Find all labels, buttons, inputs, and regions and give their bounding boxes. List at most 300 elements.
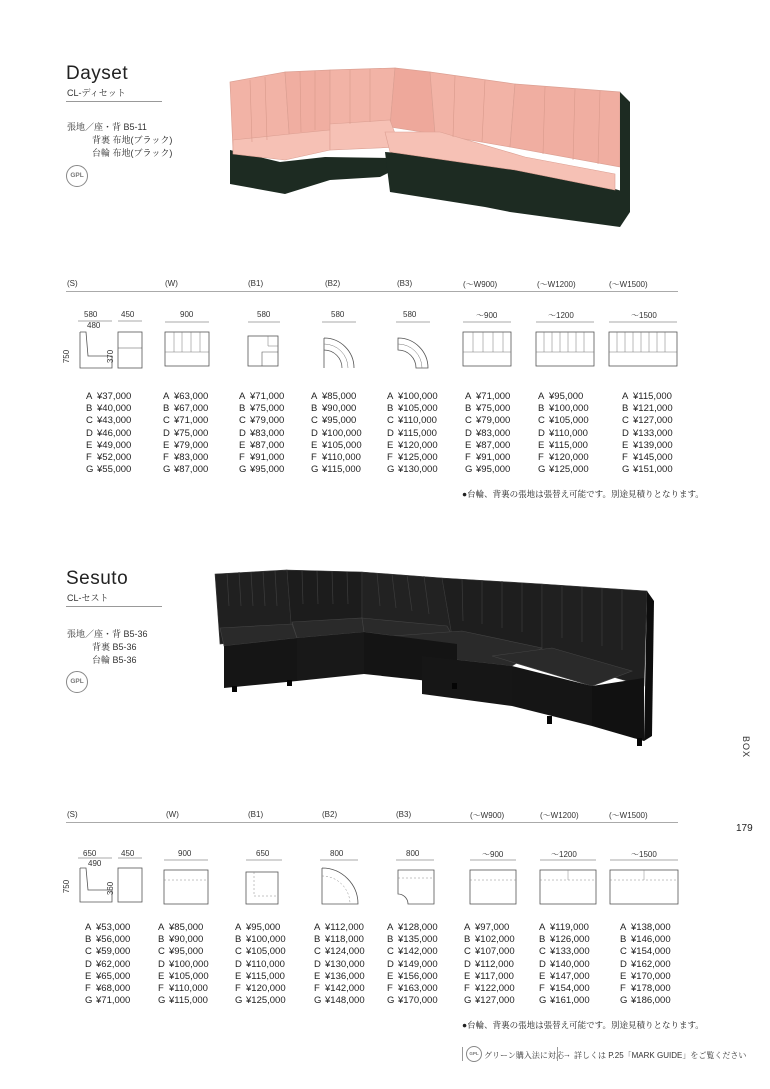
grade-label: C bbox=[314, 946, 321, 958]
grade-label: G bbox=[622, 464, 630, 476]
grade-label: A bbox=[539, 922, 546, 933]
price-value: ¥71,000 bbox=[476, 391, 511, 402]
price-row bbox=[163, 440, 208, 452]
price-row bbox=[85, 983, 130, 995]
price-row bbox=[538, 403, 589, 415]
price-value: ¥37,000 bbox=[97, 391, 132, 402]
grade-label: G bbox=[539, 995, 547, 1007]
price-row bbox=[85, 959, 130, 971]
variant-label: (〜W1500) bbox=[609, 280, 648, 289]
price-row bbox=[539, 934, 590, 946]
grade-label: G bbox=[235, 995, 243, 1007]
price-row bbox=[620, 971, 671, 983]
dim-w900: 〜900 bbox=[476, 311, 498, 320]
dim-drawing-s bbox=[74, 858, 154, 908]
price-row bbox=[239, 464, 284, 476]
dim-drawing-b2 bbox=[322, 322, 358, 368]
price-value: ¥115,000 bbox=[549, 439, 588, 451]
gpl-badge-icon: GPL bbox=[66, 165, 88, 187]
price-value: ¥120,000 bbox=[549, 452, 589, 464]
price-value: ¥127,000 bbox=[475, 995, 515, 1007]
price-value: ¥75,000 bbox=[250, 403, 285, 415]
grade-label: E bbox=[622, 439, 629, 451]
price-row bbox=[622, 428, 673, 440]
grade-label: F bbox=[86, 452, 92, 464]
grade-label: B bbox=[86, 403, 93, 415]
grade-label: A bbox=[86, 391, 93, 402]
price-row bbox=[85, 971, 130, 983]
price-value: ¥100,000 bbox=[169, 958, 209, 970]
price-column bbox=[464, 922, 515, 1007]
price-value: ¥87,000 bbox=[476, 439, 511, 451]
price-value: ¥110,000 bbox=[246, 958, 285, 970]
grade-label: C bbox=[163, 415, 170, 427]
price-row bbox=[538, 391, 589, 403]
sofa-front-1 bbox=[224, 638, 297, 688]
dim-s-depth: 450 bbox=[121, 849, 135, 858]
price-value: ¥110,000 bbox=[398, 415, 437, 427]
price-value: ¥112,000 bbox=[325, 922, 364, 933]
price-value: ¥149,000 bbox=[398, 958, 438, 970]
grade-label: D bbox=[538, 427, 545, 439]
price-value: ¥110,000 bbox=[169, 983, 208, 995]
grade-label: G bbox=[158, 995, 166, 1007]
price-row bbox=[465, 391, 510, 403]
price-value: ¥105,000 bbox=[549, 415, 589, 427]
price-row bbox=[163, 452, 208, 464]
price-row bbox=[465, 440, 510, 452]
grade-label: B bbox=[539, 934, 546, 946]
footer-arrow-icon: → bbox=[563, 1050, 571, 1059]
grade-label: C bbox=[622, 415, 629, 427]
price-column bbox=[314, 922, 365, 1007]
price-row bbox=[387, 983, 438, 995]
price-value: ¥146,000 bbox=[631, 934, 671, 946]
dim-drawing-b1 bbox=[248, 322, 284, 368]
dim-drawing-b1 bbox=[246, 860, 286, 906]
product-subtitle-sesuto: CL-セスト bbox=[67, 593, 109, 603]
dim-b2: 580 bbox=[331, 310, 345, 319]
price-row bbox=[235, 995, 286, 1007]
grade-label: B bbox=[235, 934, 242, 946]
price-row bbox=[620, 995, 671, 1007]
price-column bbox=[620, 922, 671, 1007]
price-value: ¥100,000 bbox=[322, 427, 362, 439]
price-value: ¥115,000 bbox=[633, 391, 672, 402]
price-row bbox=[239, 428, 284, 440]
price-row bbox=[387, 452, 438, 464]
price-value: ¥85,000 bbox=[169, 922, 204, 933]
price-row bbox=[314, 983, 365, 995]
price-row bbox=[387, 995, 438, 1007]
grade-label: B bbox=[239, 403, 246, 415]
price-value: ¥148,000 bbox=[325, 995, 365, 1007]
grade-label: E bbox=[235, 970, 242, 982]
price-value: ¥128,000 bbox=[398, 922, 438, 933]
grade-label: C bbox=[538, 415, 545, 427]
grade-label: C bbox=[85, 946, 92, 958]
price-value: ¥90,000 bbox=[322, 403, 357, 415]
grade-label: F bbox=[538, 452, 544, 464]
price-column bbox=[85, 922, 130, 1007]
grade-label: F bbox=[239, 452, 245, 464]
dim-w1200: 〜1200 bbox=[551, 850, 577, 859]
price-row bbox=[538, 428, 589, 440]
price-value: ¥79,000 bbox=[250, 415, 285, 427]
variant-label: (B3) bbox=[396, 810, 412, 819]
price-value: ¥130,000 bbox=[325, 958, 365, 970]
variants-divider bbox=[66, 291, 678, 292]
price-value: ¥145,000 bbox=[633, 452, 673, 464]
grade-label: E bbox=[86, 439, 93, 451]
price-row bbox=[314, 922, 365, 934]
variant-label: (〜W1500) bbox=[609, 811, 648, 820]
grade-label: E bbox=[314, 970, 321, 982]
grade-label: A bbox=[464, 922, 471, 933]
footer-divider bbox=[557, 1047, 558, 1061]
price-value: ¥75,000 bbox=[476, 403, 511, 415]
grade-label: A bbox=[239, 391, 246, 402]
variant-label: (〜W1200) bbox=[537, 280, 576, 289]
price-row bbox=[158, 946, 209, 958]
product-subtitle-dayset: CL-ディセット bbox=[67, 88, 126, 98]
price-row bbox=[235, 922, 286, 934]
price-value: ¥120,000 bbox=[246, 983, 286, 995]
price-value: ¥91,000 bbox=[250, 452, 285, 464]
price-value: ¥40,000 bbox=[97, 403, 132, 415]
dim-w1200: 〜1200 bbox=[548, 311, 574, 320]
grade-label: B bbox=[163, 403, 170, 415]
grade-label: D bbox=[464, 958, 471, 970]
price-value: ¥124,000 bbox=[325, 946, 365, 958]
dim-drawing-w1500 bbox=[610, 860, 680, 906]
price-row bbox=[86, 440, 131, 452]
grade-label: D bbox=[239, 427, 246, 439]
price-value: ¥100,000 bbox=[549, 403, 589, 415]
price-value: ¥115,000 bbox=[398, 427, 437, 439]
price-column bbox=[86, 391, 131, 476]
price-row bbox=[311, 452, 362, 464]
grade-label: B bbox=[85, 934, 92, 946]
price-row bbox=[622, 391, 673, 403]
price-value: ¥62,000 bbox=[96, 958, 131, 970]
spec-list-dayset bbox=[67, 121, 172, 160]
price-row bbox=[86, 452, 131, 464]
price-row bbox=[465, 428, 510, 440]
price-row bbox=[235, 983, 286, 995]
grade-label: B bbox=[620, 934, 627, 946]
dim-s-height: 750 bbox=[62, 349, 72, 364]
price-value: ¥75,000 bbox=[174, 427, 209, 439]
price-value: ¥147,000 bbox=[550, 970, 590, 982]
price-value: ¥170,000 bbox=[631, 970, 671, 982]
grade-label: G bbox=[314, 995, 322, 1007]
price-value: ¥95,000 bbox=[250, 464, 285, 476]
dim-drawing-b3 bbox=[396, 860, 436, 906]
price-row bbox=[85, 995, 130, 1007]
grade-label: D bbox=[235, 958, 242, 970]
footer-green-label: グリーン購入法に対応 bbox=[484, 1051, 564, 1060]
grade-label: D bbox=[387, 958, 394, 970]
price-row bbox=[311, 403, 362, 415]
price-value: ¥170,000 bbox=[398, 995, 438, 1007]
variant-label: (B2) bbox=[325, 279, 341, 288]
price-value: ¥55,000 bbox=[97, 464, 132, 476]
variant-label: (S) bbox=[67, 279, 78, 288]
grade-label: B bbox=[538, 403, 545, 415]
price-row bbox=[314, 971, 365, 983]
grade-label: G bbox=[163, 464, 171, 476]
price-row bbox=[314, 934, 365, 946]
grade-label: G bbox=[387, 464, 395, 476]
price-row bbox=[538, 452, 589, 464]
price-value: ¥107,000 bbox=[475, 946, 515, 958]
grade-label: D bbox=[387, 427, 394, 439]
footer-divider bbox=[462, 1047, 463, 1061]
price-row bbox=[620, 946, 671, 958]
price-row bbox=[163, 415, 208, 427]
price-row bbox=[539, 971, 590, 983]
price-column bbox=[163, 391, 208, 476]
grade-label: G bbox=[465, 464, 473, 476]
price-row bbox=[311, 440, 362, 452]
grade-label: F bbox=[387, 983, 393, 995]
price-row bbox=[464, 922, 515, 934]
price-row bbox=[239, 403, 284, 415]
dim-s-width: 650 bbox=[83, 849, 97, 858]
price-row bbox=[387, 391, 438, 403]
variant-label: (B3) bbox=[397, 279, 413, 288]
spec-row: 台輪 B5-36 bbox=[92, 655, 137, 665]
price-value: ¥52,000 bbox=[97, 452, 132, 464]
grade-label: C bbox=[387, 946, 394, 958]
price-column bbox=[311, 391, 362, 476]
price-value: ¥90,000 bbox=[169, 934, 204, 946]
price-value: ¥71,000 bbox=[250, 391, 285, 402]
price-value: ¥105,000 bbox=[398, 403, 438, 415]
grade-label: B bbox=[314, 934, 321, 946]
price-value: ¥110,000 bbox=[549, 427, 588, 439]
price-column bbox=[387, 391, 438, 476]
price-value: ¥56,000 bbox=[96, 934, 131, 946]
price-row bbox=[465, 403, 510, 415]
grade-label: C bbox=[464, 946, 471, 958]
price-value: ¥85,000 bbox=[322, 391, 357, 402]
price-row bbox=[85, 946, 130, 958]
grade-label: E bbox=[163, 439, 170, 451]
price-value: ¥95,000 bbox=[549, 391, 584, 402]
grade-label: F bbox=[387, 452, 393, 464]
price-row bbox=[163, 391, 208, 403]
dim-b1: 580 bbox=[257, 310, 271, 319]
grade-label: F bbox=[622, 452, 628, 464]
price-value: ¥115,000 bbox=[246, 970, 285, 982]
dim-drawing-w bbox=[165, 322, 213, 370]
price-row bbox=[465, 452, 510, 464]
grade-label: G bbox=[620, 995, 628, 1007]
dayset-sofa-image bbox=[225, 62, 635, 232]
price-row bbox=[235, 959, 286, 971]
variant-label: (〜W900) bbox=[463, 280, 498, 289]
grade-label: F bbox=[85, 983, 91, 995]
price-value: ¥161,000 bbox=[550, 995, 590, 1007]
price-row bbox=[235, 946, 286, 958]
grade-label: D bbox=[158, 958, 165, 970]
price-column bbox=[622, 391, 673, 476]
price-value: ¥95,000 bbox=[246, 922, 281, 933]
price-value: ¥110,000 bbox=[322, 452, 361, 464]
price-value: ¥91,000 bbox=[476, 452, 511, 464]
price-value: ¥117,000 bbox=[475, 970, 514, 982]
grade-label: G bbox=[86, 464, 94, 476]
grade-label: A bbox=[622, 391, 629, 402]
price-value: ¥142,000 bbox=[398, 946, 438, 958]
grade-label: A bbox=[387, 922, 394, 933]
grade-label: D bbox=[311, 427, 318, 439]
price-column bbox=[235, 922, 286, 1007]
grade-label: A bbox=[620, 922, 627, 933]
grade-label: G bbox=[239, 464, 247, 476]
price-column bbox=[539, 922, 590, 1007]
price-row bbox=[85, 934, 130, 946]
price-row bbox=[387, 934, 438, 946]
price-row bbox=[539, 983, 590, 995]
dim-w1500: 〜1500 bbox=[631, 311, 657, 320]
price-row bbox=[158, 995, 209, 1007]
price-value: ¥49,000 bbox=[97, 439, 132, 451]
price-row bbox=[235, 934, 286, 946]
gpl-badge-icon: GPL bbox=[66, 671, 88, 693]
dim-b1: 650 bbox=[256, 849, 270, 858]
price-value: ¥154,000 bbox=[631, 946, 671, 958]
price-value: ¥178,000 bbox=[631, 983, 671, 995]
variant-label: (B1) bbox=[248, 810, 264, 819]
price-row bbox=[235, 971, 286, 983]
price-value: ¥87,000 bbox=[250, 439, 285, 451]
grade-label: B bbox=[465, 403, 472, 415]
price-value: ¥105,000 bbox=[169, 970, 209, 982]
price-value: ¥79,000 bbox=[174, 439, 209, 451]
price-row bbox=[158, 983, 209, 995]
price-value: ¥186,000 bbox=[631, 995, 671, 1007]
price-row bbox=[86, 464, 131, 476]
grade-label: D bbox=[622, 427, 629, 439]
grade-label: E bbox=[464, 970, 471, 982]
price-row bbox=[311, 464, 362, 476]
spec-row: 背裏 B5-36 bbox=[92, 642, 137, 652]
price-row bbox=[86, 403, 131, 415]
price-value: ¥83,000 bbox=[174, 452, 209, 464]
note-sesuto: ●台輪、背裏の張地は張替え可能です。別途見積りとなります。 bbox=[462, 1020, 704, 1030]
price-row bbox=[622, 440, 673, 452]
product-title-dayset: Dayset bbox=[66, 63, 129, 84]
grade-label: A bbox=[85, 922, 92, 933]
grade-label: D bbox=[465, 427, 472, 439]
grade-label: F bbox=[158, 983, 164, 995]
price-value: ¥138,000 bbox=[631, 922, 671, 933]
grade-label: B bbox=[158, 934, 165, 946]
price-value: ¥53,000 bbox=[96, 922, 131, 933]
price-value: ¥95,000 bbox=[169, 946, 204, 958]
price-row bbox=[387, 959, 438, 971]
price-row bbox=[86, 391, 131, 403]
dim-drawing-w bbox=[164, 860, 212, 906]
spec-row: 張地／座・背 B5-11 bbox=[67, 122, 147, 132]
price-value: ¥122,000 bbox=[475, 983, 515, 995]
grade-label: D bbox=[620, 958, 627, 970]
price-row bbox=[239, 440, 284, 452]
grade-label: G bbox=[311, 464, 319, 476]
price-value: ¥83,000 bbox=[476, 427, 511, 439]
footer-guide-text: 詳しくは P.25「MARK GUIDE」をご覧ください bbox=[574, 1051, 747, 1060]
price-value: ¥154,000 bbox=[550, 983, 590, 995]
variant-label: (W) bbox=[165, 279, 178, 288]
price-row bbox=[387, 428, 438, 440]
price-row bbox=[158, 934, 209, 946]
dim-drawing-w900 bbox=[463, 322, 513, 368]
grade-label: A bbox=[538, 391, 545, 402]
price-row bbox=[387, 403, 438, 415]
dim-w1500: 〜1500 bbox=[631, 850, 657, 859]
price-row bbox=[387, 415, 438, 427]
price-value: ¥120,000 bbox=[398, 439, 438, 451]
price-row bbox=[539, 995, 590, 1007]
grade-label: A bbox=[158, 922, 165, 933]
price-value: ¥126,000 bbox=[550, 934, 590, 946]
dim-drawing-w1500 bbox=[609, 322, 679, 368]
grade-label: E bbox=[465, 439, 472, 451]
price-value: ¥68,000 bbox=[96, 983, 131, 995]
price-row bbox=[387, 464, 438, 476]
grade-label: F bbox=[311, 452, 317, 464]
price-column bbox=[158, 922, 209, 1007]
dim-w900: 〜900 bbox=[482, 850, 504, 859]
price-value: ¥125,000 bbox=[246, 995, 286, 1007]
price-value: ¥79,000 bbox=[476, 415, 511, 427]
price-row bbox=[464, 983, 515, 995]
price-value: ¥142,000 bbox=[325, 983, 365, 995]
variant-label: (〜W1200) bbox=[540, 811, 579, 820]
price-row bbox=[465, 415, 510, 427]
price-value: ¥140,000 bbox=[550, 958, 590, 970]
price-row bbox=[539, 959, 590, 971]
price-row bbox=[387, 946, 438, 958]
sofa-front-5 bbox=[592, 678, 644, 741]
price-value: ¥115,000 bbox=[169, 995, 208, 1007]
dim-s-seat-height: 360 bbox=[106, 881, 116, 896]
price-row bbox=[85, 922, 130, 934]
price-value: ¥46,000 bbox=[97, 427, 132, 439]
price-row bbox=[464, 946, 515, 958]
dim-s-seat-height: 370 bbox=[106, 349, 116, 364]
price-value: ¥87,000 bbox=[174, 464, 209, 476]
dim-drawing-b2 bbox=[320, 860, 360, 906]
variant-label: (B2) bbox=[322, 810, 338, 819]
grade-label: E bbox=[539, 970, 546, 982]
dim-drawing-w900 bbox=[470, 860, 520, 906]
page-number: 179 bbox=[736, 823, 753, 834]
grade-label: E bbox=[620, 970, 627, 982]
price-value: ¥156,000 bbox=[398, 970, 438, 982]
grade-label: E bbox=[387, 970, 394, 982]
grade-label: C bbox=[539, 946, 546, 958]
note-dayset: ●台輪、背裏の張地は張替え可能です。別途見積りとなります。 bbox=[462, 489, 704, 499]
sofa-end-panel bbox=[620, 92, 630, 227]
grade-label: C bbox=[465, 415, 472, 427]
dim-w: 900 bbox=[178, 849, 192, 858]
grade-label: C bbox=[387, 415, 394, 427]
price-value: ¥136,000 bbox=[325, 970, 365, 982]
